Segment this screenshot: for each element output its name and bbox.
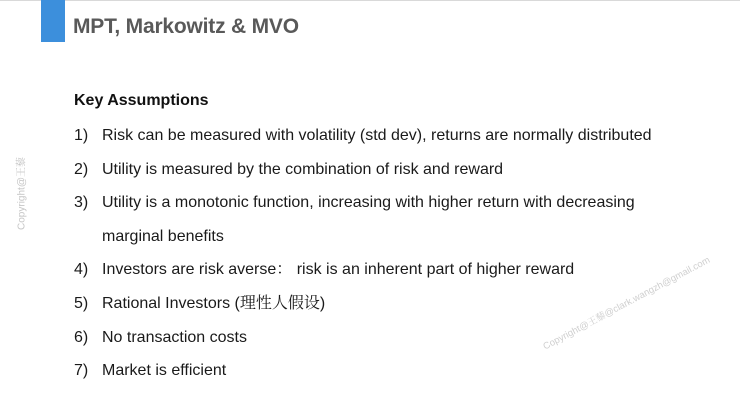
title-accent-bar xyxy=(41,0,65,42)
list-item-number: 1) xyxy=(74,127,89,144)
assumptions-section xyxy=(74,90,714,388)
watermark-left: Copyright@王藜 xyxy=(16,157,28,230)
list-item-text: Utility is measured by the combination of risk and reward xyxy=(102,160,504,178)
list-item-text: Utility is a monotonic function, increasing with higher return with decreasing xyxy=(102,194,635,212)
list-item-continuation: marginal benefits xyxy=(102,227,224,245)
list-item xyxy=(74,153,714,187)
list-item-text: No transaction costs xyxy=(102,328,247,346)
list-item xyxy=(74,321,714,355)
watermark-right: Copyright@王藜@clark.wangzh@gmail.com xyxy=(541,254,712,353)
list-item-text: Investors are risk averse： risk is an inherent part of higher reward xyxy=(102,261,575,279)
list-item xyxy=(74,253,714,287)
list-item-number: 2) xyxy=(74,160,89,178)
list-item xyxy=(74,186,714,220)
list-item-number: 6) xyxy=(74,328,89,346)
list-item xyxy=(74,119,714,153)
list-item xyxy=(74,354,714,388)
list-item-text: Rational Investors (理性人假设) xyxy=(102,294,326,312)
list-item-number: 4) xyxy=(74,261,89,279)
section-heading: Key Assumptions xyxy=(74,92,209,109)
list-item-number: 3) xyxy=(74,194,89,212)
list-item-text: Market is efficient xyxy=(102,362,227,380)
top-divider xyxy=(0,0,740,1)
list-item-number: 7) xyxy=(74,362,89,380)
list-item-text: Risk can be measured with volatility (std dev), returns are normally distributed xyxy=(102,127,652,144)
slide-title: MPT, Markowitz & MVO xyxy=(73,15,299,38)
list-item-number: 5) xyxy=(74,294,89,312)
